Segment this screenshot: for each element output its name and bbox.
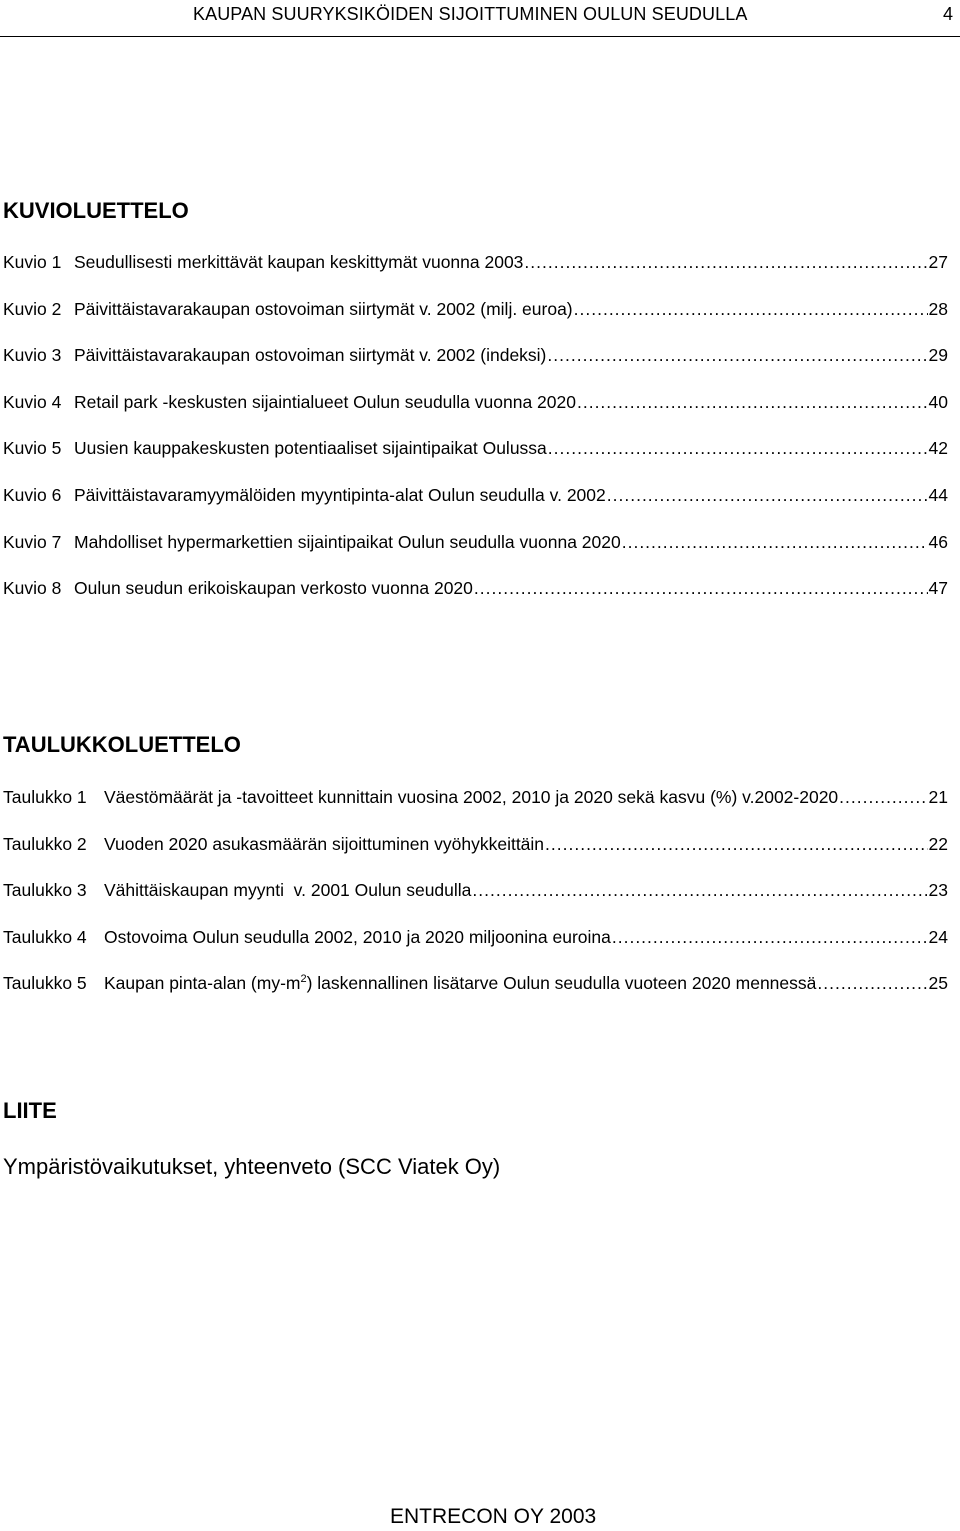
- figures-heading: KUVIOLUETTELO: [3, 198, 189, 223]
- header-rule: [0, 36, 960, 37]
- toc-entry-title: Päivittäistavarakaupan ostovoiman siirtymät v. 2002 (indeksi): [74, 345, 547, 366]
- toc-leader-dots: [607, 483, 928, 507]
- toc-entry-title: Päivittäistavarakaupan ostovoiman siirtymät v. 2002 (milj. euroa): [74, 298, 573, 319]
- toc-entry-title: Vuoden 2020 asukasmäärän sijoittuminen vyöhykkeittäin: [104, 833, 545, 854]
- figures-list: [3, 250, 948, 623]
- toc-entry-title: Uusien kauppakeskusten potentiaaliset sijaintipaikat Oulussa: [74, 438, 547, 459]
- toc-entry-title: [104, 971, 816, 995]
- toc-entry-label: Taulukko 3: [3, 880, 87, 901]
- toc-leader-dots: [545, 832, 928, 856]
- toc-entry-title: Retail park -keskusten sijaintialueet Oulun seudulla vuonna 2020: [74, 391, 576, 412]
- toc-entry-page: 40: [928, 391, 948, 412]
- tables-list: [3, 785, 948, 1018]
- toc-entry-taulukko-5[interactable]: [3, 971, 948, 1018]
- running-header-title: KAUPAN SUURYKSIKÖIDEN SIJOITTUMINEN OULUN SEUDULLA: [193, 4, 748, 24]
- toc-entry-page: 47: [928, 578, 948, 599]
- appendix-heading: LIITE: [3, 1098, 57, 1123]
- toc-leader-dots: [574, 297, 928, 321]
- toc-entry-kuvio-3[interactable]: [3, 343, 948, 390]
- toc-entry-taulukko-3[interactable]: [3, 878, 948, 925]
- toc-entry-title: Seudullisesti merkittävät kaupan keskittymät vuonna 2003: [74, 252, 524, 272]
- toc-entry-title: Väestömäärät ja -tavoitteet kunnittain vuosina 2002, 2010 ja 2020 sekä kasvu (%) v.2002-2020: [104, 787, 839, 807]
- toc-entry-title-part: ) laskennallinen lisätarve Oulun seudulla vuoteen 2020 mennessä: [306, 973, 817, 994]
- toc-entry-label: Kuvio 6: [3, 484, 62, 505]
- toc-leader-dots: [547, 343, 927, 367]
- toc-entry-kuvio-1[interactable]: [3, 250, 948, 297]
- toc-entry-kuvio-5[interactable]: [3, 436, 948, 483]
- toc-entry-page: 21: [928, 787, 948, 807]
- toc-entry-page: 46: [928, 531, 948, 552]
- toc-entry-taulukko-4[interactable]: [3, 925, 948, 972]
- appendix-title: Ympäristövaikutukset, yhteenveto (SCC Viatek Oy): [3, 1154, 501, 1179]
- toc-entry-label: Kuvio 5: [3, 438, 62, 459]
- toc-entry-title: Mahdolliset hypermarkettien sijaintipaikat Oulun seudulla vuonna 2020: [74, 531, 621, 552]
- toc-leader-dots: [577, 390, 928, 414]
- toc-entry-page: 27: [928, 252, 948, 272]
- toc-entry-page: 28: [928, 298, 948, 319]
- toc-leader-dots: [548, 436, 928, 460]
- toc-entry-taulukko-2[interactable]: [3, 832, 948, 879]
- toc-entry-kuvio-8[interactable]: [3, 576, 948, 623]
- toc-entry-page: 23: [928, 880, 948, 901]
- page-footer: ENTRECON OY 2003: [390, 1505, 597, 1528]
- toc-entry-page: 42: [928, 438, 948, 459]
- toc-entry-title: Päivittäistavaramyymälöiden myyntipinta-alat Oulun seudulla v. 2002: [74, 484, 606, 505]
- toc-entry-title-part: Kaupan pinta-alan (my-m: [104, 973, 301, 994]
- toc-entry-label: Kuvio 8: [3, 578, 62, 599]
- toc-entry-label: Kuvio 4: [3, 391, 62, 412]
- toc-leader-dots: [472, 878, 927, 902]
- toc-leader-dots: [524, 250, 927, 274]
- toc-entry-label: Kuvio 2: [3, 298, 62, 319]
- toc-entry-label: Taulukko 5: [3, 973, 87, 994]
- toc-leader-dots: [474, 576, 928, 600]
- toc-leader-dots: [839, 785, 927, 809]
- toc-entry-page: 25: [928, 973, 948, 994]
- toc-entry-kuvio-4[interactable]: [3, 390, 948, 437]
- toc-entry-label: Kuvio 3: [3, 345, 62, 366]
- toc-leader-dots: [612, 925, 928, 949]
- running-header: [0, 2, 960, 26]
- toc-entry-kuvio-7[interactable]: [3, 530, 948, 577]
- page-number: 4: [943, 4, 954, 24]
- toc-entry-label: Taulukko 2: [3, 833, 87, 854]
- toc-leader-dots: [817, 971, 927, 995]
- superscript-2: 2: [300, 973, 307, 986]
- toc-entry-page: 44: [928, 484, 948, 505]
- toc-entry-label: Taulukko 4: [3, 926, 87, 947]
- toc-entry-label: Kuvio 7: [3, 531, 62, 552]
- toc-entry-kuvio-6[interactable]: [3, 483, 948, 530]
- toc-entry-label: Kuvio 1: [3, 252, 62, 272]
- toc-entry-title: Vähittäiskaupan myynti v. 2001 Oulun seudulla: [104, 880, 472, 901]
- toc-entry-page: 24: [928, 926, 948, 947]
- toc-entry-page: 22: [928, 833, 948, 854]
- tables-heading: TAULUKKOLUETTELO: [3, 732, 241, 757]
- toc-entry-page: 29: [928, 345, 948, 366]
- toc-entry-label: Taulukko 1: [3, 787, 87, 807]
- toc-entry-title: Ostovoima Oulun seudulla 2002, 2010 ja 2020 miljoonina euroina: [104, 926, 611, 947]
- toc-entry-title: Oulun seudun erikoiskaupan verkosto vuonna 2020: [74, 578, 473, 599]
- toc-entry-taulukko-1[interactable]: [3, 785, 948, 832]
- toc-leader-dots: [622, 530, 928, 554]
- toc-entry-kuvio-2[interactable]: [3, 297, 948, 344]
